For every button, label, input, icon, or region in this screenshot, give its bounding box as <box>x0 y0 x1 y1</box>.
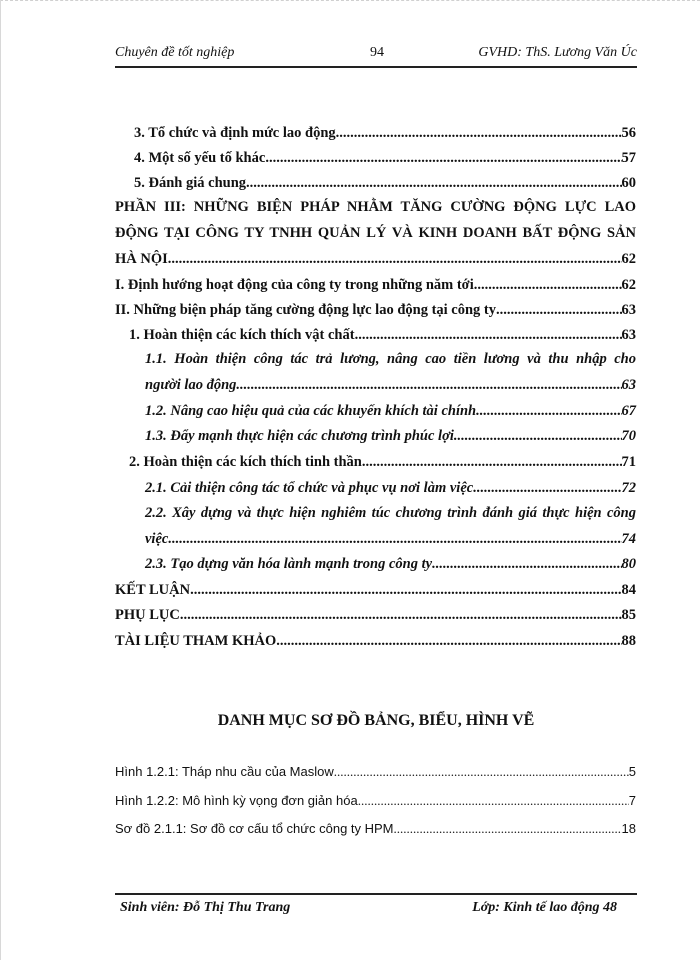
toc-entry-page: 85 <box>621 607 636 623</box>
toc-entry[interactable] <box>145 476 636 500</box>
figure-entry-title: Hình 1.2.2: Mô hình kỳ vọng đơn giản hóa <box>115 793 358 808</box>
toc-entry[interactable] <box>115 298 636 322</box>
toc-part-three-line2[interactable]: ĐỘNG TẠI CÔNG TY TNHH QUẢN LÝ VÀ KINH DOANH BẤT ĐỘNG SẢN <box>115 225 636 241</box>
figure-entry[interactable] <box>115 817 636 841</box>
toc-entry-title: I. Định hướng hoạt động của công ty trong những năm tới <box>115 277 474 293</box>
figure-entry[interactable] <box>115 789 636 813</box>
header-course-title: Chuyên đề tốt nghiệp <box>115 45 235 60</box>
toc-entry-title: II. Những biện pháp tăng cường động lực lao động tại công ty <box>115 302 497 318</box>
toc-leader-dots <box>246 171 621 195</box>
toc-entry-page: 63 <box>621 327 636 343</box>
figure-leader-dots <box>334 760 629 784</box>
toc-entry-title: người lao động <box>145 377 237 393</box>
figure-leader-dots <box>394 817 622 841</box>
toc-leader-dots <box>190 578 621 602</box>
toc-entry-title: 3. Tổ chức và định mức lao động <box>134 125 336 141</box>
toc-entry-page: 56 <box>621 125 636 141</box>
toc-entry-1-1-line1[interactable]: 1.1. Hoàn thiện công tác trả lương, nâng cao tiền lương và thu nhập cho <box>145 351 636 367</box>
toc-entry[interactable] <box>134 121 636 145</box>
toc-leader-dots <box>474 273 622 297</box>
toc-entry-title: 1.2. Nâng cao hiệu quả của các khuyến khích tài chính <box>145 403 477 419</box>
toc-entry-page: 60 <box>621 175 636 191</box>
toc-leader-dots <box>236 373 621 397</box>
toc-entry-page: 63 <box>621 302 636 318</box>
toc-entry[interactable] <box>115 603 636 627</box>
toc-entry[interactable] <box>145 399 636 423</box>
header-advisor: GVHD: ThS. Lương Văn Úc <box>478 45 637 60</box>
toc-entry-title: 1. Hoàn thiện các kích thích vật chất <box>129 327 355 343</box>
header-rule <box>115 66 637 68</box>
toc-leader-dots <box>496 298 621 322</box>
toc-entry-title: KẾT LUẬN <box>115 582 191 598</box>
figure-entry-page: 5 <box>628 764 636 779</box>
figures-list-title: DANH MỤC SƠ ĐỒ BẢNG, BIỂU, HÌNH VẼ <box>217 712 535 729</box>
toc-entry[interactable] <box>134 146 636 170</box>
footer-student: Sinh viên: Đỗ Thị Thu Trang <box>120 900 291 915</box>
toc-entry-page: 72 <box>621 480 636 496</box>
toc-leader-dots <box>168 247 622 271</box>
toc-leader-dots <box>362 450 622 474</box>
figure-entry-page: 18 <box>621 821 636 836</box>
figure-leader-dots <box>358 789 629 813</box>
toc-entry-page: 74 <box>621 531 636 547</box>
toc-entry[interactable] <box>115 247 636 271</box>
toc-leader-dots <box>454 424 622 448</box>
toc-entry[interactable] <box>129 450 636 474</box>
toc-leader-dots <box>168 527 621 551</box>
toc-entry[interactable] <box>115 578 636 602</box>
toc-leader-dots <box>180 603 622 627</box>
toc-leader-dots <box>473 476 621 500</box>
toc-entry-title: 5. Đánh giá chung <box>134 175 247 191</box>
figure-entry-title: Hình 1.2.1: Tháp nhu cầu của Maslow <box>115 764 334 779</box>
toc-entry-page: 70 <box>621 428 636 444</box>
page-header <box>115 42 637 66</box>
toc-entry-page: 71 <box>621 454 636 470</box>
toc-leader-dots <box>355 323 622 347</box>
toc-leader-dots <box>265 146 621 170</box>
toc-entry-page: 62 <box>621 277 636 293</box>
toc-entry-title: 2.3. Tạo dựng văn hóa lành mạnh trong công ty <box>145 556 433 572</box>
toc-entry-page: 57 <box>621 150 636 166</box>
toc-part-three-line1[interactable]: PHẦN III: NHỮNG BIỆN PHÁP NHẰM TĂNG CƯỜNG ĐỘNG LỰC LAO <box>115 199 636 215</box>
figure-entry[interactable] <box>115 760 636 784</box>
toc-leader-dots <box>432 552 621 576</box>
toc-entry-page: 63 <box>621 377 636 393</box>
toc-entry-page: 88 <box>621 633 636 649</box>
toc-entry-title: 2.1. Cải thiện công tác tổ chức và phục vụ nơi làm việc <box>145 480 474 496</box>
figure-entry-title: Sơ đồ 2.1.1: Sơ đồ cơ cấu tổ chức công ty HPM <box>115 821 394 836</box>
toc-leader-dots <box>476 399 621 423</box>
footer-class: Lớp: Kinh tế lao động 48 <box>472 900 617 915</box>
toc-entry-page: 67 <box>621 403 636 419</box>
toc-entry[interactable] <box>115 629 636 653</box>
footer-rule <box>115 893 637 895</box>
toc-leader-dots <box>276 629 621 653</box>
toc-entry[interactable] <box>115 273 636 297</box>
toc-entry-title: HÀ NỘI <box>115 251 168 267</box>
toc-entry-title: TÀI LIỆU THAM KHẢO <box>115 633 277 649</box>
toc-entry[interactable] <box>145 424 636 448</box>
toc-entry-2-2-line1[interactable]: 2.2. Xây dựng và thực hiện nghiêm túc chương trình đánh giá thực hiện công <box>145 505 636 521</box>
toc-entry[interactable] <box>145 527 636 551</box>
toc-entry[interactable] <box>129 323 636 347</box>
toc-entry[interactable] <box>145 373 636 397</box>
figure-entry-page: 7 <box>628 793 636 808</box>
toc-entry-page: 84 <box>621 582 636 598</box>
toc-entry-title: PHỤ LỤC <box>115 607 180 623</box>
toc-entry-page: 80 <box>621 556 636 572</box>
toc-entry-title: việc <box>145 531 169 547</box>
toc-entry-page: 62 <box>621 251 636 267</box>
header-page-number: 94 <box>370 45 384 60</box>
toc-entry-title: 1.3. Đẩy mạnh thực hiện các chương trình phúc lợi <box>145 428 454 444</box>
page-footer <box>115 898 637 922</box>
toc-entry-title: 4. Một số yếu tố khác <box>134 150 266 166</box>
toc-leader-dots <box>336 121 622 145</box>
toc-entry-title: 2. Hoàn thiện các kích thích tinh thần <box>129 454 362 470</box>
toc-entry[interactable] <box>145 552 636 576</box>
toc-entry[interactable] <box>134 171 636 195</box>
